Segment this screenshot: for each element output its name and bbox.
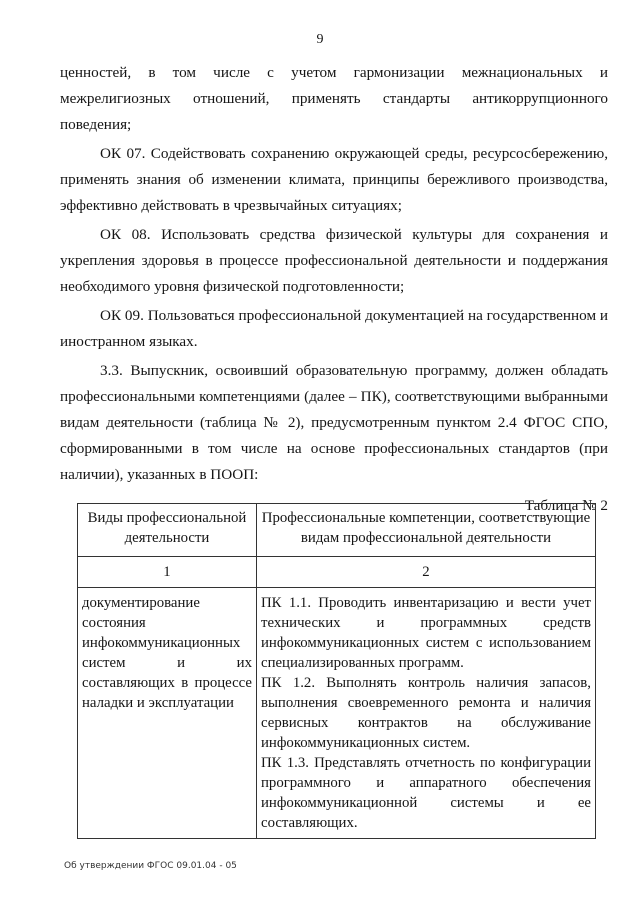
column-number-2: 2 [257,557,596,588]
body-text [60,60,608,523]
page-number: 9 [316,32,324,47]
header-competencies: Профессиональные компетенции, соответствующие видам профессиональной деятельности [257,504,596,557]
paragraph-ok-07: ОК 07. Содействовать сохранению окружающей среды, ресурсосбережению, применять знания об изменении климата, принципы бережливого производства, эффективно действовать в чрезвычайных ситуациях; [60,145,608,214]
competency-pk-1-2: ПК 1.2. Выполнять контроль наличия запасов, выполнения своевременного ремонта и наличия сервисных контрактов на обслуживание инфокоммуникационных систем. [261,675,591,751]
activity-cell [78,588,257,839]
competency-pk-1-1: ПК 1.1. Проводить инвентаризацию и вести учет технических и программных средств инфокоммуникационных систем с использованием специализированных программ. [261,595,591,671]
paragraph-ok-09: ОК 09. Пользоваться профессиональной документацией на государственном и иностранном языках. [60,307,608,350]
column-number-1: 1 [78,557,257,588]
column-number-row [78,557,596,588]
table-header-row [78,504,596,557]
paragraph-ok-08: ОК 08. Использовать средства физической культуры для сохранения и укрепления здоровья в процессе профессиональной деятельности и поддержания необходимого уровня физической подготовленности; [60,226,608,295]
table-row [78,588,596,839]
competencies-cell [257,588,596,839]
competencies-table [77,503,596,839]
paragraph-3-3: 3.3. Выпускник, освоивший образовательную программу, должен обладать профессиональными компетенциями (далее – ПК), соответствующими выбранными видам деятельности (таблица № 2), предусмотренным пунктом 2.4 ФГОС СПО, сформированными в том числе на основе профессиональных стандартов (при наличии), указанных в ПООП: [60,362,608,483]
table-caption: Таблица № 2 [524,497,608,514]
activity-text: документирование состояния инфокоммуникационных систем и их составляющих в процессе наладки и эксплуатации [82,595,252,711]
header-activity-types: Виды профессиональной деятельности [78,504,257,557]
paragraph-values-continuation: ценностей, в том числе с учетом гармонизации межнациональных и межрелигиозных отношений, применять стандарты антикоррупционного поведения; [60,64,608,133]
competency-pk-1-3: ПК 1.3. Представлять отчетность по конфигурации программного и аппаратного обеспечения инфокоммуникационной системы и ее составляющих. [261,755,591,831]
footer-note: Об утверждении ФГОС 09.01.04 - 05 [64,861,237,871]
